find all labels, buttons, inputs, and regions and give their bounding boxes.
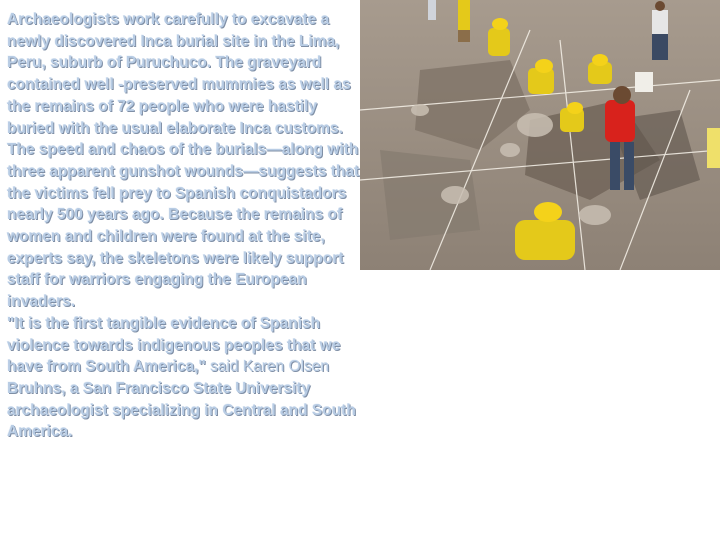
worker-standing-top bbox=[458, 0, 470, 42]
quote-text: "It is the first tangible evidence of Spanish violence towards indigenous peoples that we have from South America," bbox=[7, 314, 341, 376]
quote-attribution: said Karen Olsen bbox=[210, 358, 330, 376]
paragraph-burials: The speed and chaos of the burials—along with three apparent gunshot wounds—suggests that the victims fell prey to Spanish conquistadors nearly 500 years ago. Because the remains of women and children were found at the site, experts say, the skeletons were likely support staff for warriors engaging the European invaders. bbox=[7, 141, 360, 311]
bucket bbox=[707, 128, 720, 168]
paragraph-excavation: Archaeologists work carefully to excavate a newly discovered Inca burial site in the Lima, Peru, suburb of Puruchuco. The graveyard contained well -preserved mummies as well as the remains of 72 people who were hastily buried with the usual elaborate Inca customs. bbox=[7, 11, 351, 137]
white-bucket bbox=[635, 72, 653, 92]
article-text bbox=[7, 9, 363, 443]
quote-tail: Bruhns, a San Francisco State University archaeologist specializing in Central and South America. bbox=[7, 379, 356, 441]
paragraph-quote bbox=[7, 313, 363, 443]
excavation-photo-illustration bbox=[360, 0, 720, 270]
person-far-left bbox=[428, 0, 436, 20]
excavation-photo bbox=[360, 0, 720, 270]
